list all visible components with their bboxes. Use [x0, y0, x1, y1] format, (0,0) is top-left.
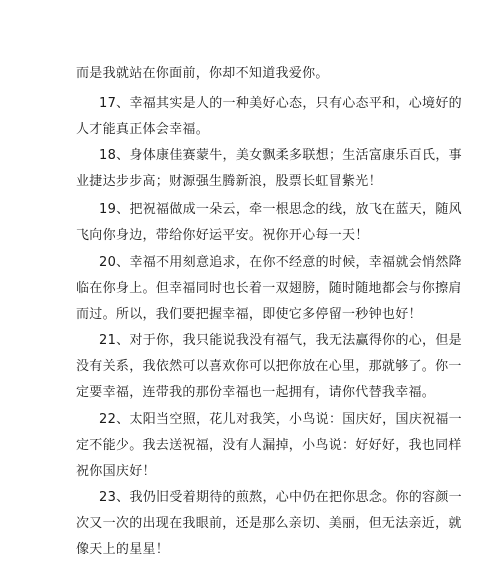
- text-line: 业捷达步步高；财源强生腾新浪，股票长虹冒紫光！: [76, 174, 382, 189]
- text-line: 飞向你身边，带给你好运平安。祝你开心每一天！: [76, 228, 369, 243]
- text-line: 17、幸福其实是人的一种美好心态，只有心态平和，心境好的: [99, 96, 462, 111]
- text-line: 人才能真正体会幸福。: [76, 122, 210, 137]
- text-line: 18、身体康佳赛蒙牛，美女飘柔多联想；生活富康乐百氏，事: [99, 148, 462, 163]
- text-line: 次又一次的出现在我眼前，还是那么亲切、美丽，但无法亲近，就: [76, 516, 462, 531]
- text-line: 23、我仍旧受着期待的煎熬，心中仍在把你思念。你的容颜一: [99, 490, 462, 505]
- text-line: 20、幸福不用刻意追求，在你不经意的时候，幸福就会悄然降: [99, 255, 462, 270]
- text-line: 祝你国庆好！: [76, 464, 156, 479]
- text-line: 21、对于你，我只能说我没有福气，我无法赢得你的心，但是: [99, 333, 462, 348]
- text-line: 像天上的星星！: [76, 542, 170, 557]
- text-line: 定不能少。我去送祝福，没有人漏掉，小鸟说：好好好，我也同样: [76, 438, 462, 453]
- text-line: 19、把祝福做成一朵云，牵一根思念的线，放飞在蓝天，随风: [99, 202, 462, 217]
- text-line: 而是我就站在你面前，你却不知道我爱你。: [76, 66, 329, 81]
- text-line: 临在你身上。但幸福同时也长着一双翅膀，随时随地都会与你擦肩: [76, 281, 462, 296]
- text-line: 22、太阳当空照，花儿对我笑，小鸟说：国庆好，国庆祝福一: [99, 412, 462, 427]
- text-line: 没有关系，我依然可以喜欢你可以把你放在心里，那就够了。你一: [76, 359, 462, 374]
- text-line: 定要幸福，连带我的那份幸福也一起拥有，请你代替我幸福。: [76, 385, 436, 400]
- text-line: 而过。所以，我们要把握幸福，即使它多停留一秒钟也好！: [76, 307, 422, 322]
